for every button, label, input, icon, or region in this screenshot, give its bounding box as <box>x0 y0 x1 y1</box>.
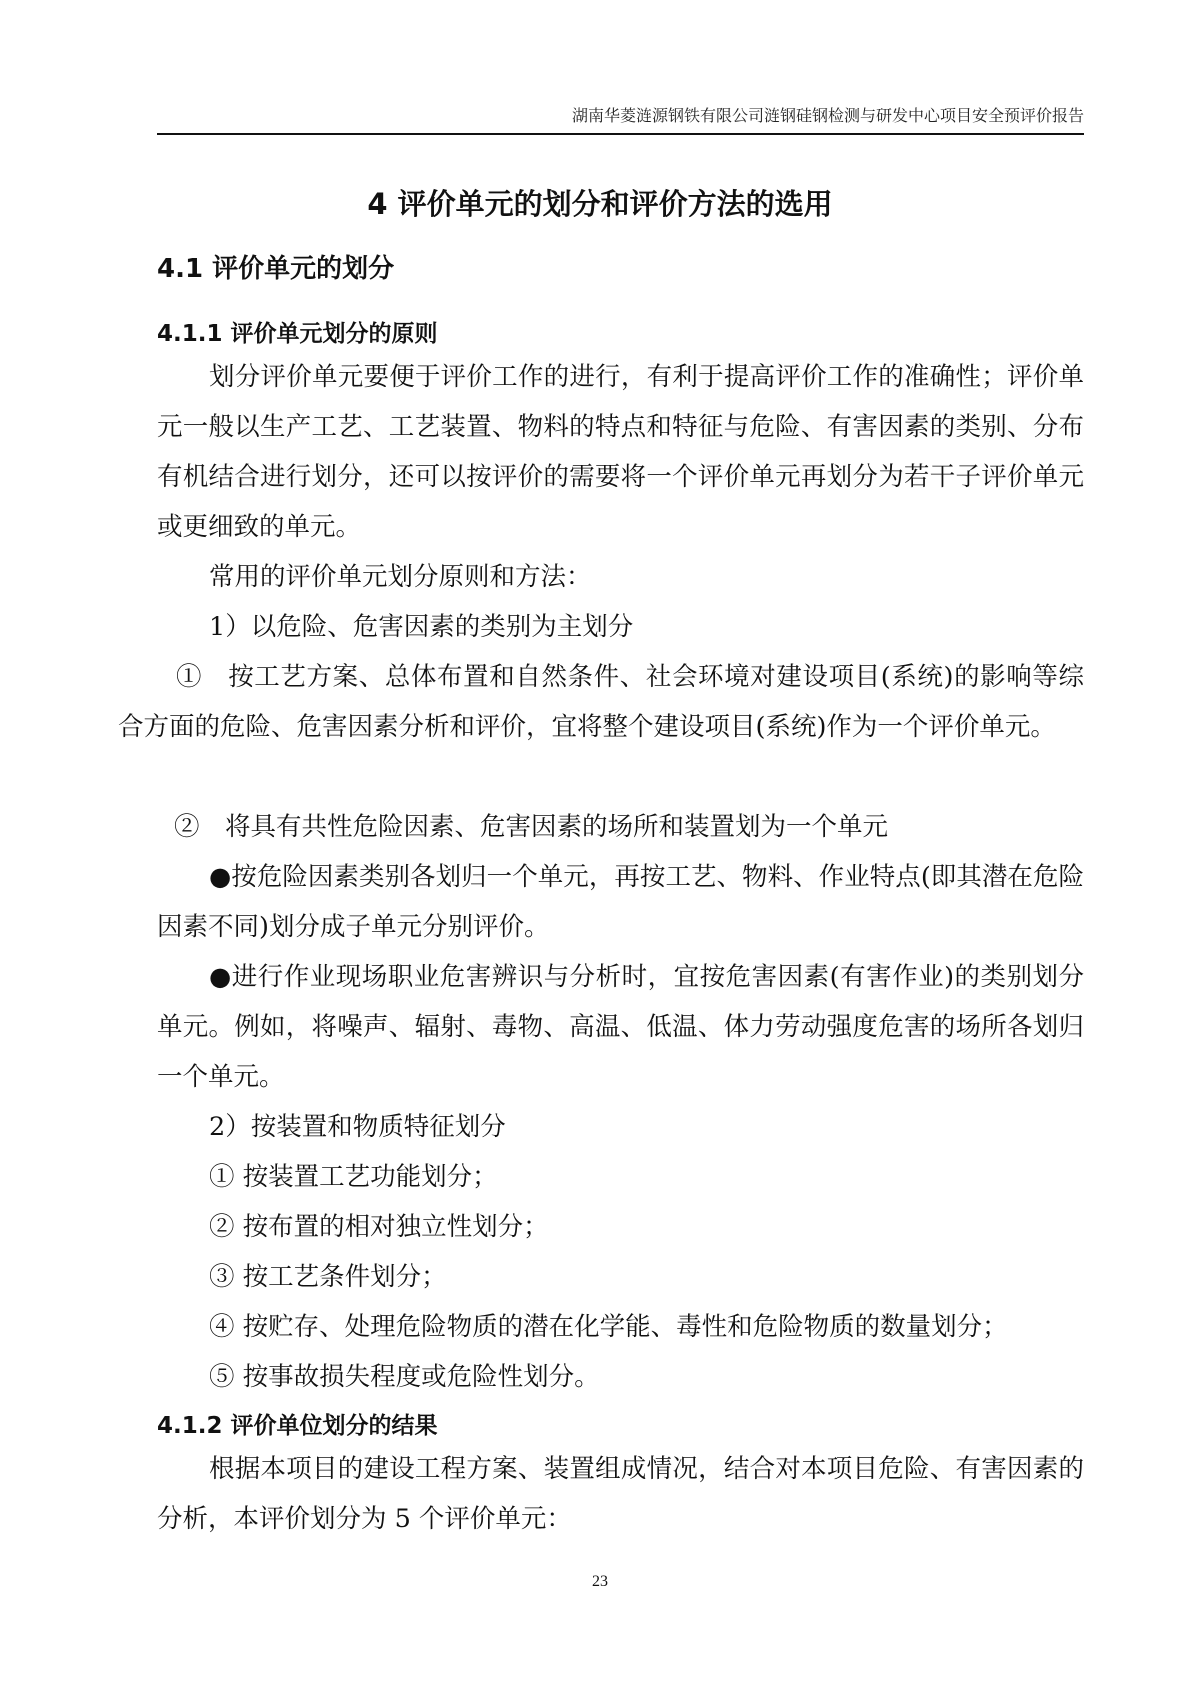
bullet-2-paragraph: ●进行作业现场职业危害辨识与分析时，宜按危害因素(有害作业)的类别划分单元。例如，将噪声、辐射、毒物、高温、低温、体力劳动强度危害的场所各划归一个单元。 <box>157 962 1084 1092</box>
common-methods-line: 常用的评价单元划分原则和方法： <box>209 562 592 592</box>
item-1-line: 1）以危险、危害因素的类别为主划分 <box>209 612 634 642</box>
result-paragraph: 根据本项目的建设工程方案、装置组成情况，结合对本项目危险、有害因素的分析，本评价划分为 5 个评价单元： <box>157 1454 1084 1534</box>
item-2-list-4: ④ 按贮存、处理危险物质的潜在化学能、毒性和危险物质的数量划分； <box>209 1312 1008 1342</box>
section-4-1-1-heading: 4.1.1 评价单元划分的原则 <box>157 321 438 347</box>
item-2-line: 2）按装置和物质特征划分 <box>209 1112 506 1142</box>
item-2-list-5: ⑤ 按事故损失程度或危险性划分。 <box>209 1362 600 1392</box>
item-1b-line: ② 将具有共性危险因素、危害因素的场所和装置划为一个单元 <box>174 812 889 842</box>
item-1a-paragraph: ① 按工艺方案、总体布置和自然条件、社会环境对建设项目(系统)的影响等综合方面的危险、危害因素分析和评价，宜将整个建设项目(系统)作为一个评价单元。 <box>118 662 1084 742</box>
running-header: 湖南华菱涟源钢铁有限公司涟钢硅钢检测与研发中心项目安全预评价报告 <box>571 106 1084 125</box>
bullet-1-paragraph: ●按危险因素类别各划归一个单元，再按工艺、物料、作业特点(即其潜在危险因素不同)划分成子单元分别评价。 <box>157 862 1084 942</box>
section-4-1-2-heading: 4.1.2 评价单位划分的结果 <box>157 1413 438 1439</box>
chapter-title: 4 评价单元的划分和评价方法的选用 <box>367 187 833 221</box>
item-2-list-1: ① 按装置工艺功能划分； <box>209 1162 498 1192</box>
intro-paragraph: 划分评价单元要便于评价工作的进行，有利于提高评价工作的准确性；评价单元一般以生产工艺、工艺装置、物料的特点和特征与危险、有害因素的类别、分布有机结合进行划分，还可以按评价的需要将一个评价单元再划分为若干子评价单元或更细致的单元。 <box>157 362 1084 542</box>
section-4-1-heading: 4.1 评价单元的划分 <box>157 254 395 284</box>
item-2-list-2: ② 按布置的相对独立性划分； <box>209 1212 549 1242</box>
page-number: 23 <box>592 1573 608 1590</box>
item-2-list-3: ③ 按工艺条件划分； <box>209 1262 447 1292</box>
header-rule <box>157 133 1084 135</box>
